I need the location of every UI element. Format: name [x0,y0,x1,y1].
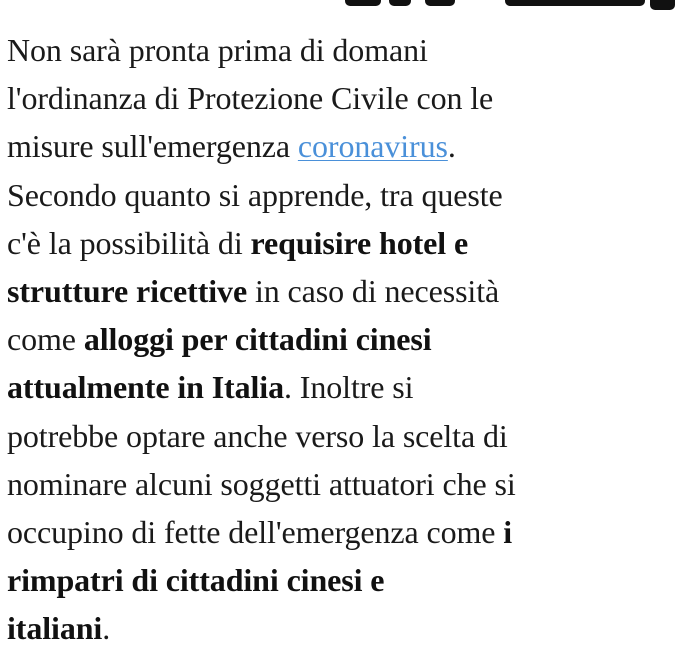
text-run: nominare alcuni soggetti attuatori che si [7,465,516,502]
text-run: misure sull'emergenza [7,128,298,165]
bold-text: attualmente in Italia [7,369,284,406]
bold-text: i [503,514,513,551]
bold-text: requisire hotel e [250,224,469,261]
paragraph-line [7,508,677,556]
coronavirus-link[interactable]: coronavirus [297,128,448,165]
text-run: Secondo quanto si apprende, tra queste [7,176,503,213]
paragraph-line [7,315,677,363]
paragraph-line [7,74,677,122]
paragraph-line [7,556,677,604]
paragraph-line [7,26,677,74]
bold-text: alloggi per cittadini cinesi [83,321,432,358]
text-run: l'ordinanza di Protezione Civile con le [7,80,494,117]
paragraph-line [7,267,677,315]
paragraph-line [7,363,677,411]
paragraph-line [7,460,677,508]
text-run: c'è la possibilità di [7,224,251,261]
text-run: . [447,128,456,165]
paragraph-line [7,412,677,460]
text-run: Non sarà pronta prima di domani [7,32,428,68]
bold-text: italiani [7,610,103,647]
article-paragraph [7,26,677,653]
cropped-heading-line [0,0,682,10]
cropped-heading-glyphs [345,0,675,10]
text-run: . [102,610,111,647]
paragraph-line [7,122,677,170]
text-run: occupino di fette dell'emergenza come [7,514,504,551]
bold-text: strutture ricettive [7,273,248,310]
bold-text: rimpatri di cittadini cinesi e [7,562,385,599]
text-run: in caso di necessità [247,273,500,310]
paragraph-line [7,604,677,652]
paragraph-line [7,171,677,219]
text-run: potrebbe optare anche verso la scelta di [7,417,508,454]
paragraph-line [7,219,677,267]
text-run: . Inoltre si [284,369,414,406]
text-run: come [7,321,84,358]
